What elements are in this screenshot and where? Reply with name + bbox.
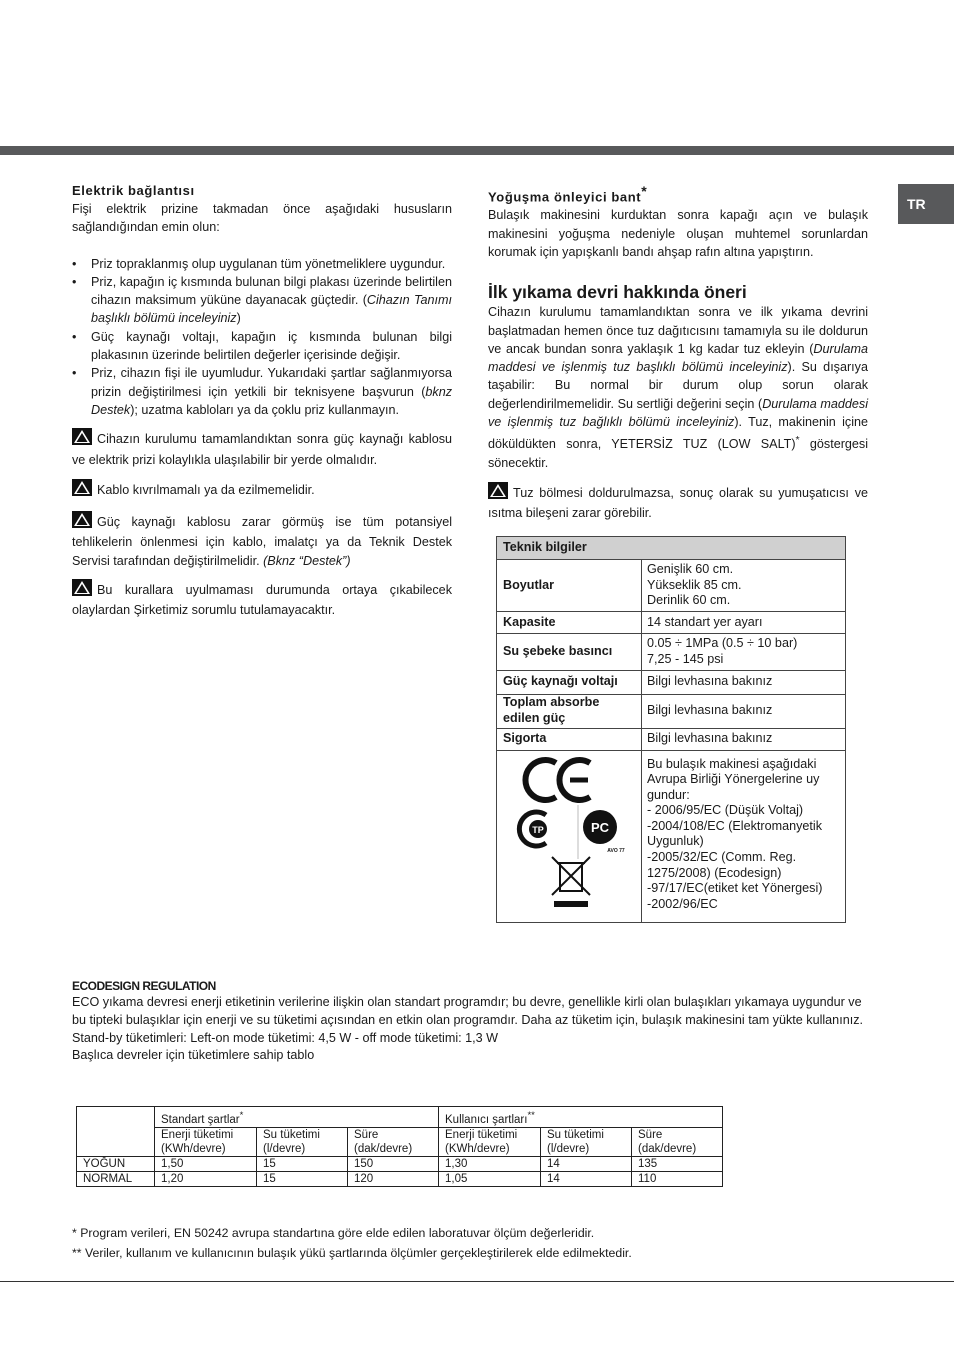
svg-text:AVO 77: AVO 77 — [607, 847, 625, 854]
row-value: Genişlik 60 cm. Yükseklik 85 cm. Derinlik 60 cm. — [642, 560, 846, 612]
footnotes — [72, 1224, 632, 1264]
table-row: YOĞUN 1,50 15 150 1,30 14 135 — [77, 1156, 723, 1171]
row-value: Bilgi levhasına bakınız — [642, 728, 846, 750]
right-column — [488, 182, 868, 523]
bullet-item: • Priz, kapağın iç kısmında bulunan bilgi plakası üzerinde belirtilen cihazın maksimum yüküne dayanacak güçtedir. (Cihazın Tanımı başlıklı bölümü inceleyiniz) — [72, 273, 452, 328]
row-label: Sigorta — [497, 728, 642, 750]
row-value: Bilgi levhasına bakınız — [642, 670, 846, 694]
user-conditions-header: Kullanıcı şartları** — [439, 1107, 723, 1128]
pc-mark-icon — [583, 810, 625, 854]
table-row — [497, 634, 846, 670]
bullet-item: • Priz topraklanmış olup uygulanan tüm yönetmeliklere uygundur. — [72, 255, 452, 273]
language-tab: TR — [898, 184, 954, 224]
column-header: Enerji tüketimi (KWh/devre) — [439, 1127, 541, 1156]
bullet-item: • Güç kaynağı voltajı, kapağın iç kısmında bulunan bilgi plakasının üzerinde belirtilen değerler içerisinde değişir. — [72, 328, 452, 365]
footnote: ** Veriler, kullanım ve kullanıcının bulaşık yükü şartlarında ölçümler gerçekleştirilerek elde edilmektedir. — [72, 1245, 632, 1260]
row-label: Toplam absorbe edilen güç — [497, 694, 642, 728]
svg-text:TP: TP — [532, 824, 544, 835]
ecodesign-text: ECO yıkama devresi enerji etiketinin verilerine ilişkin olan standart programdır; bu devre, genellikle kirli olan bulaşıkları yıkamaya uygundur ve bu tipteki bulaşıklar için enerji ve su tüketimi açısından en etkin olan programdır. Daha az tüketim için, bulaşık makinesini tam yükte kullanınız. — [72, 995, 863, 1027]
warning-note: Cihazın kurulumu tamamlandıktan sonra güç kaynağı kablosu ve elektrik prizi kolaylıkla ulaşılabilir bir yerde olmalıdır. — [72, 428, 452, 469]
standard-conditions-header: Standart şartlar* — [155, 1107, 439, 1128]
table-row — [497, 670, 846, 694]
warning-note: Güç kaynağı kablosu zarar görmüş ise tüm potansiyel tehlikelerin önlenmesi için kablo, imalatçı ya da Teknik Destek Servisi tarafından değiştirilmelidir. (Bknz “Destek”) — [72, 511, 452, 570]
warning-icon — [488, 482, 508, 504]
table-row — [497, 728, 846, 750]
electric-title: Elektrik bağlantısı — [72, 183, 195, 198]
condensation-title: Yoğuşma önleyici bant* — [488, 183, 648, 205]
warning-note: Bu kurallara uyulmaması durumunda ortaya çıkabilecek olaylardan Şirketimiz sorumlu tutulamayacaktır. — [72, 579, 452, 620]
footnote: * Program verileri, EN 50242 avrupa standartına göre elde edilen laboratuvar ölçüm değerleridir. — [72, 1226, 595, 1240]
row-value: 0.05 ÷ 1MPa (0.5 ÷ 10 bar) 7,25 - 145 psi — [642, 634, 846, 670]
table-row — [497, 612, 846, 634]
ecodesign-section — [72, 978, 868, 1065]
technical-data-table — [496, 536, 846, 923]
column-header: Su tüketimi (l/devre) — [257, 1127, 348, 1156]
table-row: NORMAL 1,20 15 120 1,05 14 110 — [77, 1171, 723, 1186]
warning-icon — [72, 479, 92, 501]
svg-text:PC: PC — [590, 819, 610, 835]
warning-note: Tuz bölmesi doldurulmazsa, sonuç olarak su yumuşatıcısı ve ısıtma bileşeni zarar görebilir. — [488, 482, 868, 523]
top-banner-bar — [0, 146, 954, 155]
bullet-item: • Priz, cihazın fişi ile uyumludur. Yukarıdaki şartlar sağlanmıyorsa prizin değiştirilmesi için yetkili bir teknisyene başvurun (bknz Destek); uzatma kabloları ya da çoklu priz kullanmayın. — [72, 364, 452, 419]
row-label: Güç kaynağı voltajı — [497, 670, 642, 694]
table-row — [77, 1107, 723, 1128]
row-label: Su şebeke basıncı — [497, 634, 642, 670]
electric-intro: Fişi elektrik prizine takmadan önce aşağıdaki hususların sağlandığından emin olun: — [72, 202, 452, 235]
row-label: Boyutlar — [497, 560, 642, 612]
table-row — [497, 560, 846, 612]
ce-mark-icon — [525, 760, 590, 800]
row-value: 14 standart yer ayarı — [642, 612, 846, 634]
electric-bullets — [72, 255, 452, 420]
warning-icon — [72, 579, 92, 601]
certification-logos — [497, 750, 642, 922]
warning-icon — [72, 428, 92, 450]
table-row — [77, 1127, 723, 1156]
column-header: Enerji tüketimi (KWh/devre) — [155, 1127, 257, 1156]
condensation-text: Bulaşık makinesini kurduktan sonra kapağı açın ve bulaşık makinesini yoğuşma nedeniyle oluşan muhtemel sorunlardan korumak için yapışkanlı bandı ahşap rafın altına yapıştırın. — [488, 208, 868, 259]
table-row — [497, 694, 846, 728]
table-row — [497, 750, 846, 922]
warning-note: Kablo kıvrılmamalı ya da ezilmemelidir. — [72, 479, 452, 501]
first-wash-text: Cihazın kurulumu tamamlandıktan sonra ve ilk yıkama devrini başlatmadan hemen önce tuz dağıtıcısını tamamıyla su ile doldurun ve ancak bundan sonra yaklaşık 1 kg kadar tuz ekleyin (Durulama maddesi ve işlenmiş tuz başlıklı bölümü inceleyiniz). Su dışarıya taşabilir: Bu normal bir durum olup sorun olarak değerlendirilmemelidir. Su sertliği değerini seçin (Durulama maddesi ve işlenmiş tuz bağlıklı bölümü inceleyiniz). Tuz, makinenin içine döküldükten sonra, YETERSİZ TUZ (LOW SALT)* göstergesi sönecektir. — [488, 305, 869, 470]
column-header: Süre (dak/devre) — [632, 1127, 723, 1156]
ecodesign-title: ECODESIGN REGULATION — [72, 979, 216, 993]
standby-text: Stand-by tüketimleri: Left-on mode tüketimi: 4,5 W - off mode tüketimi: 1,3 W — [72, 1030, 499, 1045]
row-label: Kapasite — [497, 612, 642, 634]
bottom-rule — [0, 1281, 954, 1282]
tp-mark-icon — [519, 812, 547, 846]
weee-bin-icon — [552, 857, 590, 907]
column-header: Süre (dak/devre) — [348, 1127, 439, 1156]
row-value: Bilgi levhasına bakınız — [642, 694, 846, 728]
electric-connection-section — [72, 182, 452, 620]
warning-icon — [72, 511, 92, 533]
tech-table-header: Teknik bilgiler — [497, 537, 846, 560]
eu-directives: Bu bulaşık makinesi aşağıdaki Avrupa Birliği Yönergelerine uy gundur: - 2006/95/EC (Düşük Voltaj) -2004/108/EC (Elektromanyetik Uygunluk) -2005/32/EC (Comm. Reg. 1275/2008) (Ecodesign) -97/17/EC(etiket ket Yönergesi) -2002/96/EC — [642, 750, 846, 922]
table-intro: Başlıca devreler için tüketimlere sahip tablo — [72, 1048, 315, 1063]
consumption-table — [76, 1106, 723, 1187]
column-header: Su tüketimi (l/devre) — [541, 1127, 632, 1156]
first-wash-title: İlk yıkama devri hakkında öneri — [488, 282, 747, 303]
